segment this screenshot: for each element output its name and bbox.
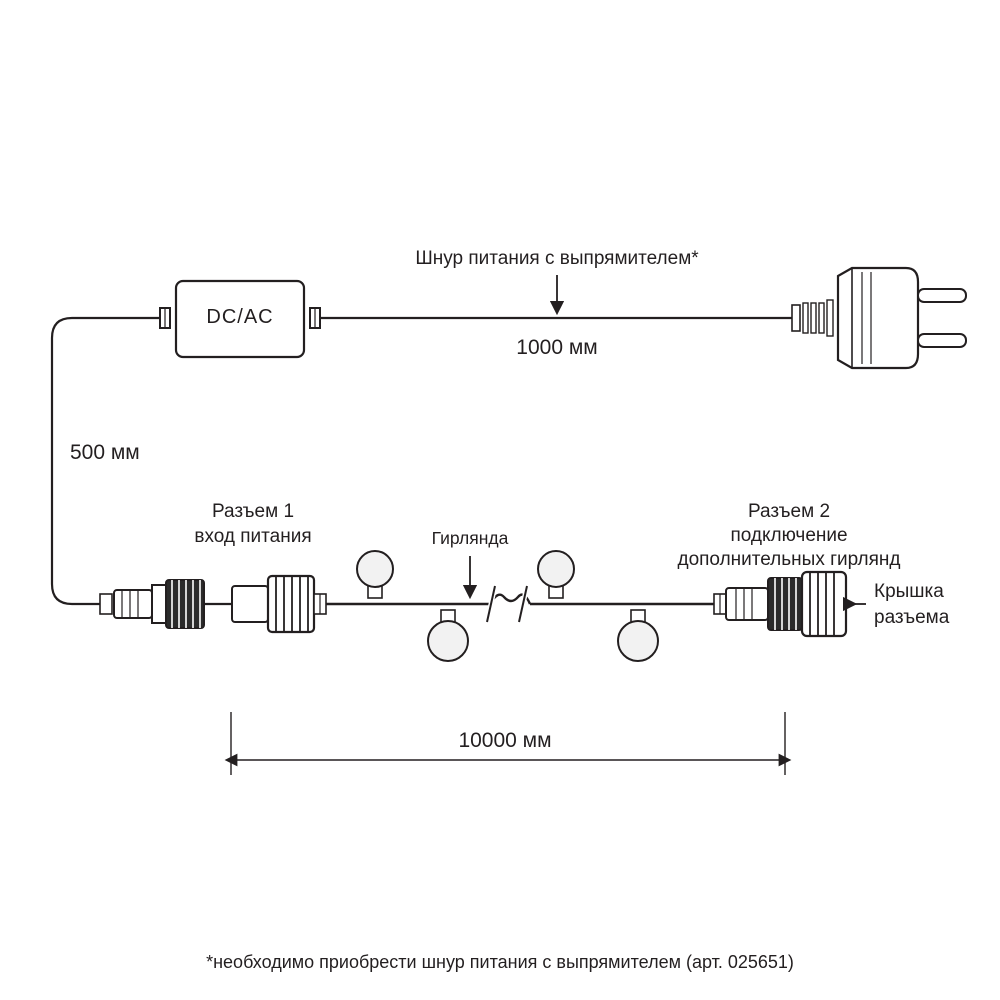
adapter-label: DC/AC	[206, 306, 274, 328]
footnote-text: *необходимо приобрести шнур питания с выпрямителем (арт. 025651)	[206, 952, 794, 972]
garland-wire	[326, 586, 714, 622]
connector2-label-line3: дополнительных гирлянд	[677, 549, 901, 570]
connector-2-output	[714, 578, 802, 630]
garland-input-connector	[232, 576, 326, 632]
garland-label: Гирлянда	[431, 528, 509, 548]
plug-strain-relief	[792, 300, 833, 336]
light-bulb-icon	[357, 551, 393, 598]
cap-label-line2: разъема	[874, 607, 950, 628]
connector-cap	[802, 572, 846, 636]
light-bulb-icon	[618, 610, 658, 661]
connector1-label-line2: вход питания	[194, 526, 312, 547]
wire-collar-right	[310, 308, 320, 328]
lead-length-label: 500 мм	[70, 441, 140, 464]
connector1-label-line1: Разъем 1	[211, 501, 295, 522]
light-bulb-icon	[538, 551, 574, 598]
ac-plug-icon	[838, 268, 966, 368]
wire-collar-left	[160, 308, 170, 328]
light-bulb-icon	[428, 610, 468, 661]
total-length-label: 10000 мм	[458, 729, 552, 752]
cap-label-line1: Крышка	[874, 581, 944, 602]
connector-1-male	[100, 580, 204, 628]
connector2-label-line2: подключение	[730, 525, 848, 546]
cord-length-label: 1000 мм	[516, 336, 598, 359]
power-cord-label: Шнур питания с выпрямителем*	[415, 248, 699, 269]
connector2-label-line1: Разъем 2	[747, 501, 831, 522]
